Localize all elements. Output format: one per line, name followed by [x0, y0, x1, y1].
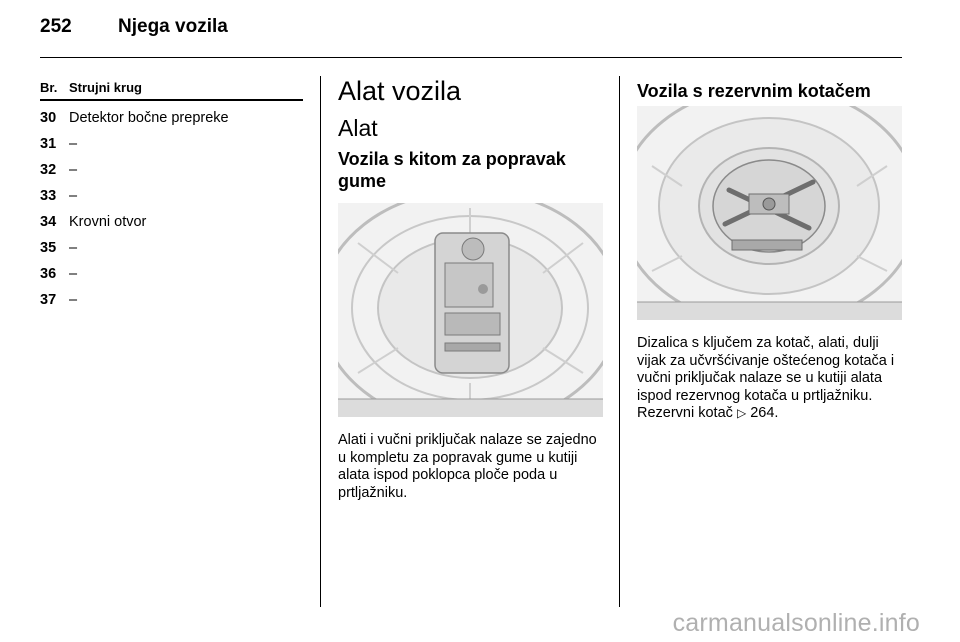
fuse-number: 36: [40, 266, 57, 282]
header-divider: [40, 57, 902, 58]
table-row: [40, 287, 303, 313]
spare-heading: Vozila s rezervnim kotačem: [637, 81, 871, 101]
column-divider: [320, 76, 321, 607]
circuit-name: –: [69, 136, 78, 152]
spare-description: [637, 335, 902, 423]
page-title: Njega vozila: [118, 16, 228, 37]
table-row: [40, 131, 303, 157]
fuse-table-header: [40, 80, 303, 101]
fuse-number: 34: [40, 214, 57, 230]
spare-wheel-illustration: [637, 106, 902, 320]
repair-kit-illustration: [338, 203, 603, 417]
spare-wheel-drawing: [637, 106, 902, 320]
tool-section: [338, 74, 603, 192]
table-row: [40, 235, 303, 261]
table-row: [40, 261, 303, 287]
kit-text: Alati i vučni priključak nalaze se zajedno u kompletu za popravak gume u kutiji alata ispod poklopca ploče poda u prtljažniku.: [338, 432, 597, 501]
column-header-number: Br.: [40, 80, 58, 95]
triangle-ref-icon: ▷: [736, 406, 747, 420]
circuit-name: –: [69, 188, 78, 204]
table-row: [40, 105, 303, 131]
column-divider: [619, 76, 620, 607]
circuit-name: –: [69, 240, 78, 256]
table-row: [40, 183, 303, 209]
fuse-number: 32: [40, 162, 57, 178]
spare-text-body: Dizalica s ključem za kotač, alati, dulji vijak za učvršćivanje oštećenog kotača i vučni priključak nalaze se u kutiji alata ispod rezervnog kotača u prtljažniku. Rezervni kotač: [637, 335, 895, 421]
watermark: carmanualsonline.info: [672, 609, 920, 637]
fuse-number: 33: [40, 188, 57, 204]
circuit-name: Detektor bočne prepreke: [69, 110, 229, 126]
section-subtitle: Alat: [338, 115, 378, 141]
spare-text: [637, 335, 902, 423]
repair-kit-drawing: [338, 203, 603, 417]
kit-description: [338, 432, 603, 502]
page-number: 252: [40, 16, 72, 37]
spare-wheel-section: [637, 80, 902, 102]
fuse-number: 30: [40, 110, 57, 126]
section-title: Alat vozila: [338, 76, 462, 106]
circuit-name: –: [69, 266, 78, 282]
fuse-number: 37: [40, 292, 57, 308]
fuse-number: 35: [40, 240, 57, 256]
spare-ref-page[interactable]: 264.: [750, 405, 779, 421]
kit-heading: Vozila s kitom za popravak gume: [338, 149, 566, 191]
fuse-table: [40, 80, 303, 313]
circuit-name: –: [69, 292, 78, 308]
page-header: [40, 16, 228, 38]
table-row: [40, 157, 303, 183]
fuse-table-body: [40, 105, 303, 313]
fuse-number: 31: [40, 136, 57, 152]
column-header-circuit: Strujni krug: [69, 80, 142, 95]
circuit-name: Krovni otvor: [69, 214, 147, 230]
circuit-name: –: [69, 162, 78, 178]
table-row: [40, 209, 303, 235]
